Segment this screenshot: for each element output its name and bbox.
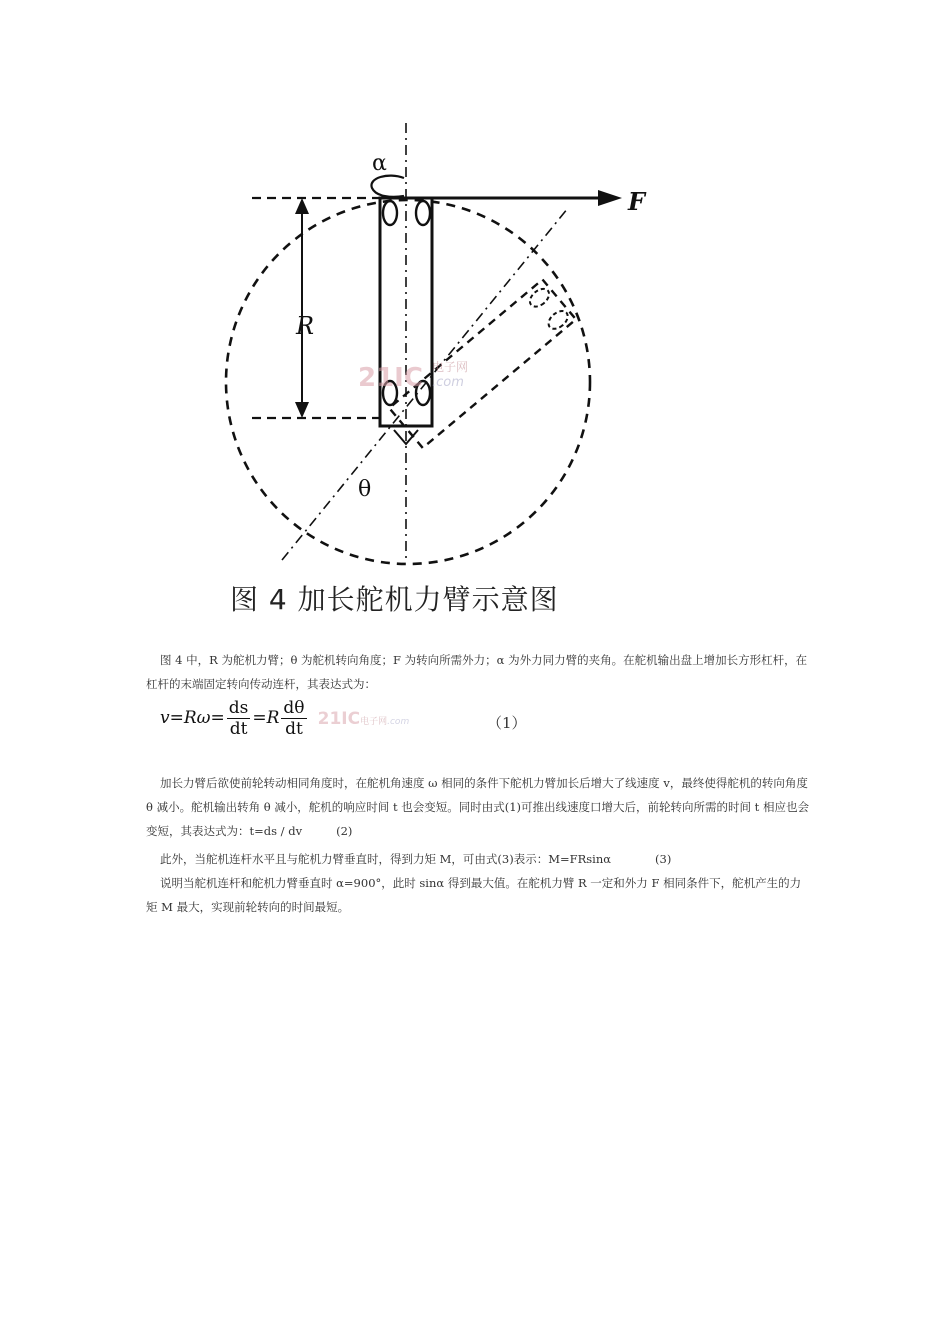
force-label: F [628, 187, 646, 216]
p3-eq-number: (3) [655, 852, 672, 866]
watermark-digits: 21IC [358, 363, 423, 393]
figure-caption: 图 4 加长舵机力臂示意图 [230, 583, 559, 616]
p2-eq-number: (2) [336, 824, 353, 838]
alpha-arc [371, 176, 404, 197]
eq1-fraction-ds-dt [227, 698, 251, 739]
eq1-watermark [318, 709, 410, 729]
radius-label: R [296, 312, 315, 340]
eq1-frac1-den: dt [229, 719, 248, 739]
theta-label: θ [358, 477, 372, 502]
eq1-frac1-num: ds [228, 698, 249, 718]
alpha-label: α [372, 151, 387, 176]
p3-text: 此外，当舵机连杆水平且与舵机力臂垂直时，得到力矩 M，可由式(3)表示：M=FRsinα [160, 852, 612, 866]
paragraph-torque [146, 847, 810, 871]
radius-arrowhead-top [295, 198, 309, 214]
eq1-watermark-domain: .com [387, 716, 410, 727]
watermark [358, 359, 468, 393]
watermark-cn: 电子网 [432, 360, 469, 374]
eq1-fraction-dtheta-dt [281, 698, 306, 739]
eq1-number: （1） [487, 714, 527, 732]
eq1-frac2-den: dt [285, 719, 303, 739]
paragraph-definitions: 图 4 中，R 为舵机力臂；θ 为舵机转向角度；F 为转向所需外力；α 为外力同力臂的夹角。在舵机输出盘上增加长方形杠杆，在杠杆的末端固定转向传动连杆，其表达式为： [146, 653, 808, 691]
eq1-mid: =R [252, 708, 280, 728]
p2-text: 加长力臂后欲使前轮转动相同角度时，在舵机角速度 ω 相同的条件下舵机力臂加长后增大了线速度 v，最终使得舵机的转向角度 θ 减小。舵机输出转角 θ 减小，舵机的响应时间 t 也会变短。同时由式(1)可推出线速度口增大后，前轮转向所需的时间 t 相应也会变短，其表达式为：t=ds / dv [146, 776, 809, 838]
paragraph-arm-effect [146, 771, 810, 843]
arm-hole-top-right [416, 201, 430, 225]
eq1-frac2-num: dθ [283, 698, 305, 718]
diagonal-centerline [282, 208, 568, 560]
servo-arm-diagram [0, 0, 950, 640]
eq1-watermark-cn: 电子网 [360, 716, 388, 727]
radius-arrowhead-bottom [295, 402, 309, 418]
watermark-domain: .com [432, 375, 464, 390]
paragraph-conclusion: 说明当舵机连杆和舵机力臂垂直时 α=900°，此时 sinα 得到最大值。在舵机力臂 R 一定和外力 F 相同条件下，舵机产生的力矩 M 最大，实现前轮转向的时间最短。 [146, 876, 802, 914]
eq1-watermark-digits: 21IC [317, 708, 361, 729]
force-arrowhead [598, 190, 622, 206]
arm-hole-top-left [383, 201, 397, 225]
eq1-lhs: v=Rω= [160, 708, 225, 728]
